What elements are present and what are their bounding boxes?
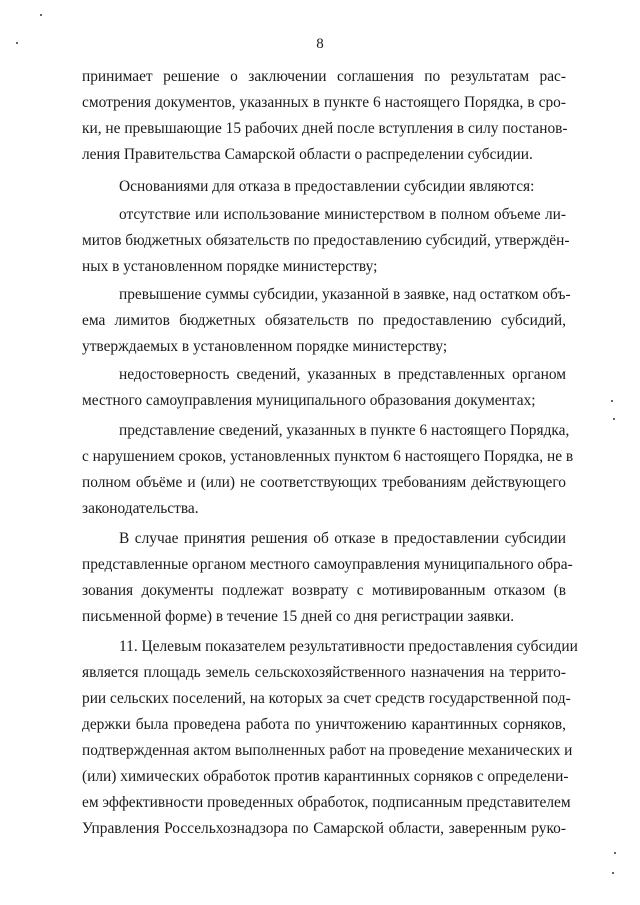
text-line: письменной форме) в течение 15 дней со дня регистрации заявки. bbox=[82, 608, 515, 625]
text-line: местного самоуправления муниципального образования документах; bbox=[82, 392, 536, 409]
text-line: законодательства. bbox=[82, 500, 199, 517]
text-line: ем эффективности проведенных обработок, подписанным представителем bbox=[82, 794, 571, 811]
scan-speck bbox=[16, 42, 18, 44]
text-line: Управления Россельхознадзора по Самарской области, заверенным руко- bbox=[82, 820, 566, 837]
text-line: Основаниями для отказа в предоставлении субсидии являются: bbox=[119, 178, 535, 195]
text-line: ления Правительства Самарской области о распределении субсидии. bbox=[82, 146, 533, 163]
text-line: ных в установленном порядке министерству; bbox=[82, 258, 378, 275]
text-line: представленные органом местного самоуправления муниципального обра- bbox=[82, 556, 573, 573]
text-line: В случае принятия решения об отказе в предоставлении субсидии bbox=[119, 530, 566, 547]
text-line: принимает решение о заключении соглашения по результатам рас- bbox=[82, 68, 566, 85]
text-line: с нарушением сроков, установленных пунктом 6 настоящего Порядка, не в bbox=[82, 448, 574, 465]
scan-speck bbox=[613, 418, 615, 420]
text-line: отсутствие или использование министерством в полном объеме ли- bbox=[119, 206, 566, 223]
page-number: 8 bbox=[316, 36, 324, 52]
text-line: держки была проведена работа по уничтожению карантинных сорняков, bbox=[82, 716, 566, 733]
scan-speck bbox=[40, 14, 42, 16]
text-line: зования документы подлежат возврату с мотивированным отказом (в bbox=[82, 582, 566, 599]
text-line: митов бюджетных обязательств по предоставлению субсидий, утверждён- bbox=[82, 232, 570, 249]
text-line: подтвержденная актом выполненных работ на проведение механических и bbox=[82, 742, 573, 759]
scan-speck bbox=[614, 852, 616, 854]
text-line: рии сельских поселений, на которых за счет средств государственной под- bbox=[82, 690, 571, 707]
text-line: полном объёме и (или) не соответствующих требованиям действующего bbox=[82, 474, 566, 491]
scan-speck bbox=[612, 872, 614, 874]
text-line: 11. Целевым показателем результативности предоставления субсидии bbox=[119, 638, 578, 655]
text-line: недостоверность сведений, указанных в представленных органом bbox=[119, 366, 566, 383]
scan-speck bbox=[611, 400, 613, 402]
text-line: представление сведений, указанных в пункте 6 настоящего Порядка, bbox=[119, 422, 570, 439]
text-line: превышение суммы субсидии, указанной в заявке, над остатком объ- bbox=[119, 286, 571, 303]
text-line: ема лимитов бюджетных обязательств по предоставлению субсидий, bbox=[82, 312, 566, 329]
text-line: (или) химических обработок против карантинных сорняков с определени- bbox=[82, 768, 569, 785]
text-line: ки, не превышающие 15 рабочих дней после вступления в силу постанов- bbox=[82, 120, 568, 137]
text-line: смотрения документов, указанных в пункте 6 настоящего Порядка, в сро- bbox=[82, 94, 566, 111]
text-line: утверждаемых в установленном порядке министерству; bbox=[82, 338, 448, 355]
text-line: является площадь земель сельскохозяйственного назначения на террито- bbox=[82, 664, 566, 681]
